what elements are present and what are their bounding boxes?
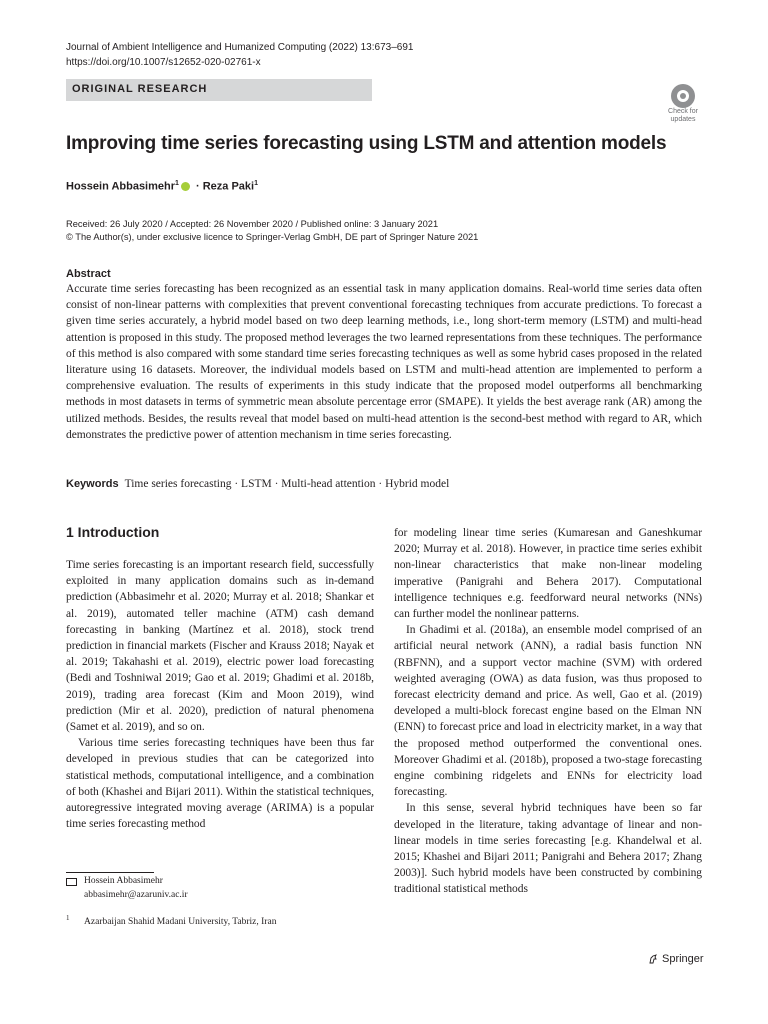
keywords-label: Keywords xyxy=(66,478,119,490)
abstract-heading: Abstract xyxy=(66,268,111,280)
author-name[interactable]: Reza Paki xyxy=(202,180,255,193)
copyright-notice: © The Author(s), under exclusive licence to Springer-Verlag GmbH, DE part of Springer Nature 2021 xyxy=(66,232,479,242)
body-paragraph: In Ghadimi et al. (2018a), an ensemble model comprised of an artificial neural network (ANN), a radial basis function NN (RBFNN), and a support vector machine (SVM) with ordered weighted averaging (OWA) as data fusion, was thus proposed to forecast electricity demand and price. As well, Gao et al. (2019) developed a multi-block forecast engine based on the Elman NN (ENN) to forecast price and load in electricity market, in a way that the proposed method outperformed the conventional ones. Moreover Ghadimi et al. (2018b), proposed a two-stage forecasting engine combining ridgelets and ENNs for electricity load forecasting. xyxy=(394,624,702,799)
paper-title: Improving time series forecasting using LSTM and attention models xyxy=(66,133,667,154)
journal-citation: Journal of Ambient Intelligence and Humanized Computing (2022) 13:673–691 xyxy=(66,42,414,53)
body-paragraph: In this sense, several hybrid techniques have been so far developed in the literature, taking advantage of linear and non-linear models in time series forecasting [e.g. Khandelwal et al. 2015; Khashei and Bijari 2011; Panigrahi and Behera 2017; Zhang 2003)]. Such hybrid models have been constructed by combining traditional statistical methods xyxy=(394,802,702,896)
orcid-icon[interactable] xyxy=(181,182,190,191)
article-type-label: ORIGINAL RESEARCH xyxy=(72,83,208,95)
springer-horse-icon xyxy=(648,954,658,964)
publication-dates: Received: 26 July 2020 / Accepted: 26 November 2020 / Published online: 3 January 2021 xyxy=(66,219,439,229)
body-paragraph: Various time series forecasting techniques have been thus far developed in previous studies that can be categorized into statistical methods, computational intelligence, and a combination of both (Khashei and Bijari 2011). Within the statistical techniques, autoregressive integrated moving average (ARIMA) is a popular time series forecasting method xyxy=(66,737,374,831)
affiliation-number: 1 xyxy=(66,914,70,922)
abstract-text: Accurate time series forecasting has been recognized as an essential task in many application domains. Real-world time series data often consist of non-linear patterns with complexities that prevent conventional forecasting techniques from accurate predictions. To forecast a given time series accurately, a hybrid model based on two deep learning methods, i.e., long short-term memory (LSTM) and multi-head attention is proposed in this study. The proposed method leverages the two learned representations from these techniques. The performance of this method is also compared with some standard time series forecasting techniques as well as some hybrid cases proposed in the related literature using 16 datasets. Moreover, the individual models based on LSTM and multi-head attention are implemented to perform a comprehensive evaluation. The results of experiments in this study indicate that the proposed model outperforms all benchmarking methods in most datasets in terms of symmetric mean absolute percentage error (SMAPE). It yields the best average rank (AR) among the utilized methods. Besides, the results reveal that model based on multi-head attention is the second-best method with regard to AR, which demonstrates the predictive power of attention mechanism in time series forecasting. xyxy=(66,283,702,441)
author-email-link[interactable]: abbasimehr@azaruniv.ac.ir xyxy=(84,890,188,900)
check-updates-label: Check for updates xyxy=(668,108,698,123)
publisher-logo-text: Springer xyxy=(662,953,704,965)
author-separator: · xyxy=(192,180,203,193)
affiliation-marker: 1 xyxy=(175,180,179,187)
doi-link[interactable]: https://doi.org/10.1007/s12652-020-02761-x xyxy=(66,57,261,68)
body-paragraph: for modeling linear time series (Kumaresan and Ganeshkumar 2020; Murray et al. 2018). However, in practice time series exhibit non-linear characteristics that make non-linear modeling imperative (Panigrahi and Behera 2017). Computational intelligence techniques e.g. feedforward neural networks (NNs) can further model the nonlinear patterns. xyxy=(394,527,702,621)
affiliation-marker: 1 xyxy=(254,180,258,187)
section-heading: 1 Introduction xyxy=(66,524,160,540)
body-paragraph: Time series forecasting is an important research field, successfully exploited in many application domains such as in-demand prediction (Abbasimehr et al. 2020; Murray et al. 2018; Shankar et al. 2019), automated teller machine (ATM) cash demand forecasting in banking (Martínez et al. 2018), stock trend prediction in financial markets (Fischer and Krauss 2018; Nayak et al. 2019; Takahashi et al. 2019), electric power load forecasting (Bedi and Toshniwal 2019; Gao et al. 2019; Ghadimi et al. 2018b, 2019), trading area forecast (Kim and Moon 2019), wind prediction (Mir et al. 2020), prediction of natural phenomena (Samet et al. 2019), and so on. xyxy=(66,559,374,734)
corresponding-author: Hossein Abbasimehr xyxy=(84,876,163,886)
keywords-text: Time series forecasting · LSTM · Multi-head attention · Hybrid model xyxy=(124,478,450,490)
keywords-line xyxy=(66,478,449,490)
check-for-updates-button[interactable] xyxy=(661,84,705,126)
affiliation-text: Azarbaijan Shahid Madani University, Tabriz, Iran xyxy=(84,917,277,927)
footnote-divider xyxy=(66,872,154,873)
author-name[interactable]: Hossein Abbasimehr xyxy=(66,180,176,193)
envelope-icon xyxy=(66,878,77,886)
left-column xyxy=(66,557,374,832)
right-column xyxy=(394,525,702,898)
check-updates-icon xyxy=(671,84,695,108)
author-list xyxy=(66,180,258,193)
